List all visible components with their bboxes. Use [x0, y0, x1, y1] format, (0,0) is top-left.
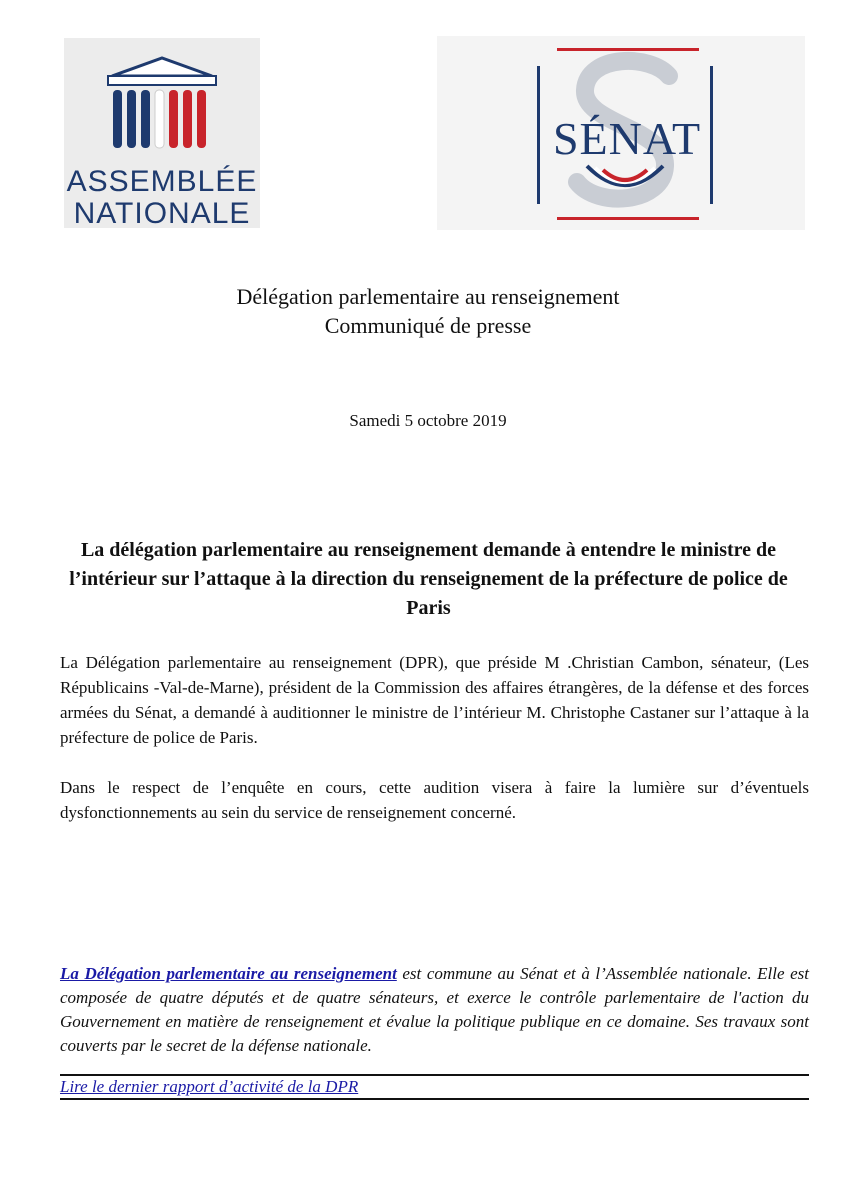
- footer-note-text: est commune au Sénat et à l’Assemblée nationale. Elle est composée de quatre députés et de quatre sénateurs, et exerce le contrôle parlementaire de l'action du Gouvernement en matière de renseignement et évalue la politique publique en ce domaine. Ses travaux sont couverts par le secret de la défense nationale.: [60, 964, 809, 1055]
- document-subtitle: Communiqué de presse: [324, 313, 532, 338]
- footer-note: [60, 962, 809, 1058]
- senat-logo-word: SÉNAT: [552, 113, 702, 164]
- document-title: Délégation parlementaire au renseignement: [236, 284, 620, 309]
- body-paragraph-1: La Délégation parlementaire au renseignement (DPR), que préside M .Christian Cambon, sénateur, (Les Républicains -Val-de-Marne), président de la Commission des affaires étrangères, de la défense et des forces armées du Sénat, a demandé à auditionner le ministre de l’intérieur M. Christophe Castaner sur l’attaque à la préfecture de police de Paris.: [60, 653, 809, 747]
- assemblee-logo-line1: ASSEMBLÉE: [66, 165, 258, 198]
- body-paragraph-2: Dans le respect de l’enquête en cours, cette audition visera à faire la lumière sur d’éventuels dysfonctionnements au sein du service de renseignement concerné.: [60, 778, 809, 822]
- press-release-headline: La délégation parlementaire au renseignement demande à entendre le ministre de l’intérieur sur l’attaque à la direction du renseignement de la préfecture de police de Paris: [69, 539, 788, 619]
- activity-report-link[interactable]: Lire le dernier rapport d’activité de la DPR: [60, 1077, 359, 1096]
- assemblee-logo-line2: NATIONALE: [73, 197, 251, 230]
- senat-logo: [437, 36, 805, 230]
- publication-date: Samedi 5 octobre 2019: [349, 411, 507, 430]
- footer-rule-bottom: [60, 1098, 809, 1100]
- assemblee-nationale-logo: [64, 38, 260, 228]
- assemblee-building-icon: [64, 38, 260, 168]
- dpr-link[interactable]: La Délégation parlementaire au renseignement: [60, 964, 397, 983]
